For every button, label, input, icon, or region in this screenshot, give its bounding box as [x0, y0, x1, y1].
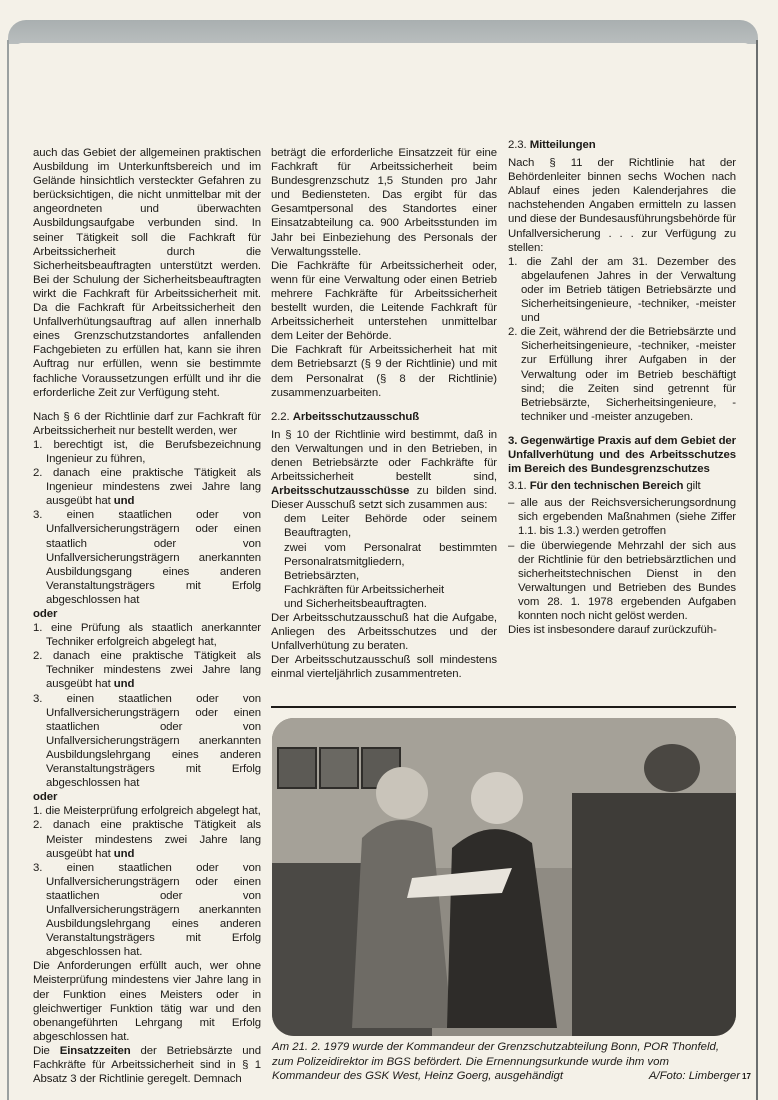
- list-item: 2. die Zeit, während der die Betriebsärzte und Sicherheitsingenieure, -techniker, -meister zur Erfüllung ihrer Aufgaben in der Verwaltung oder im Betrieb beschäftigt sind; die Zeiten sind getrennt für Betriebsärzte, Sicherheitsingenieure, -techniker und -meister anzugeben.: [508, 326, 736, 423]
- dash-item: – alle aus der Reichsversicherungsordnung sich ergebenden Maßnahmen (siehe Ziffer 1.1. bis 1.3.) werden getroffen: [508, 497, 736, 538]
- paragraph: In § 10 der Richtlinie wird bestimmt, daß in den Verwaltungen und in den Betrieben, in denen Betriebsärzte oder Fachkräfte für Arbeitssicherheit bestellt sind, Arbeitsschutzausschüsse zu bilden sind. Dieser Ausschuß setzt sich zusammen aus:: [271, 428, 497, 512]
- member-item: und Sicherheitsbeauftragten.: [284, 597, 427, 610]
- list-item: 2. danach eine praktische Tätigkeit als Techniker mindestens zwei Jahre lang ausgeübt hat und: [33, 650, 261, 691]
- paragraph: Die Anforderungen erfüllt auch, wer ohne Meisterprüfung mindestens vier Jahre lang in der Funktion eines Meisters oder in gleichwertiger Funktion tätig war und den obenangeführten Lehrgang mit Erfolg abgeschlossen hat.: [33, 960, 261, 1043]
- section-heading-3-1: 3.1. Für den technischen Bereich gilt: [508, 480, 701, 493]
- photo-divider: [271, 706, 736, 708]
- column-3: [508, 134, 736, 637]
- dash-item: – die überwiegende Mehrzahl der sich aus der Richtlinie für den betriebsärztlichen und sicherheitstechnischen Dienst in den Verwaltungen und Betrieben des Bundes vom 28. 1. 1978 ergebenden Aufgaben konnten noch nicht gelöst werden.: [508, 539, 736, 622]
- page-number: 17: [742, 1072, 751, 1081]
- paragraph: Nach § 6 der Richtlinie darf zur Fachkraft für Arbeitssicherheit nur bestellt werden, wer: [33, 410, 261, 437]
- list-item: 1. die Zahl der am 31. Dezember des abgelaufenen Jahres in der Verwaltung oder im Betrieb tätigen Betriebsärzte und Sicherheitsingenieure, -techniker, -meister und: [508, 255, 736, 325]
- list-item: 2. danach eine praktische Tätigkeit als Ingenieur mindestens zwei Jahre lang ausgeübt hat und: [33, 467, 261, 508]
- list-item: 1. berechtigt ist, die Berufsbezeichnung Ingenieur zu führen,: [33, 438, 261, 465]
- paragraph: Die Fachkräfte für Arbeitssicherheit oder, wenn für eine Verwaltung oder einen Betrieb mehrere Fachkräfte für Arbeitssicherheit bestellt wurden, die Leitende Fachkraft für Arbeitssicherheit unterstehen unmittelbar dem Leiter der Behörde.: [271, 259, 497, 343]
- paragraph: Dies ist insbesondere darauf zurückzufüh-: [508, 624, 717, 637]
- member-item: dem Leiter Behörde oder seinem Beauftragten,: [284, 513, 497, 540]
- section-heading-3: 3. Gegenwärtige Praxis auf dem Gebiet der Unfallverhütung und des Arbeitsschutzes im Bereich des Bundesgrenzschutzes: [508, 434, 736, 476]
- paragraph: Die Fachkraft für Arbeitssicherheit hat mit dem Betriebsarzt (§ 9 der Richtlinie) und mit dem Personalrat (§ 8 der Richtlinie) zusammenzuarbeiten.: [271, 344, 497, 399]
- list-item: 3. einen staatlichen oder von Unfallversicherungsträgern oder einen staatlichen oder von Unfallversicherungsträgern anerkannten Ausbildungslehrgang eines anderen Veranstaltungsträgers mit Erfolg abgeschlossen hat: [33, 692, 261, 790]
- list-item: 3. einen staatlichen oder von Unfallversicherungsträgern oder einen staatlichen oder von Unfallversicherungsträgern anerkannten Ausbildungslehrgang eines anderen Veranstaltungsträgers mit Erfolg abgeschlossen hat.: [33, 861, 261, 959]
- paragraph: Nach § 11 der Richtlinie hat der Behördenleiter binnen sechs Wochen nach Ablauf eines jeden Kalenderjahres die nachstehenden Angaben ermitteln zu lassen und diese der Bundesausführungsbehörde für Unfallversicherung . . . zur Verfügung zu stellen:: [508, 157, 736, 254]
- section-heading-2-3: 2.3. Mitteilungen: [508, 139, 596, 151]
- paragraph: Der Arbeitsschutzausschuß soll mindestens einmal vierteljährlich zusammentreten.: [271, 654, 497, 681]
- member-item: Fachkräften für Arbeitssicherheit: [284, 583, 445, 596]
- column-1: [33, 146, 261, 1086]
- or-label: oder: [33, 791, 58, 804]
- paragraph: Die Einsatzzeiten der Betriebsärzte und Fachkräfte für Arbeitssicherheit sind in § 1 Absatz 3 der Richtlinie geregelt. Demnach: [33, 1044, 261, 1086]
- photo-handshake: [272, 718, 736, 1036]
- paragraph: auch das Gebiet der allgemeinen praktischen Ausbildung im Unterkunftsbereich und im Gelände hinsichtlich versteckter Gefahren zu berücksichtigen, die nicht unmittelbar mit der angeordneten und überwachten Ausbildungsaufgabe verbunden sind. In seiner Tätigkeit soll die Fachkraft für Arbeitssicherheit durch die Sicherheitsbeauftragten unterstützt werden. Bei der Schulung der Sicherheitsbeauftragten wirkt die Fachkraft für Arbeitssicherheit mit. Da die Fachkraft für Arbeitssicherheit den Unfallverhütungsauftrag auf allen innerhalb eines Grenzschutzstandortes anfallenden Fachgebieten zu erfüllen hat, kann sie ihren Auftrag nur erfüllen, wenn sie bestimmte fachliche Voraussetzungen erfüllt und ihr die erforderliche Zeit zur Verfügung steht.: [33, 147, 261, 399]
- section-heading-2-2: 2.2. Arbeitsschutzausschuß: [271, 410, 420, 423]
- paragraph: beträgt die erforderliche Einsatzzeit für eine Fachkraft für Arbeitssicherheit beim Bundesgrenzschutz 1,5 Stunden pro Jahr und Bediensteten. Das ergibt für das Gesamtpersonal des Standortes einer Einsatzabteilung ca. 900 Arbeitsstunden im Jahr bei Einbeziehung des Personals der Verwaltungsstelle.: [271, 147, 497, 258]
- list-item: 1. eine Prüfung als staatlich anerkannter Techniker erfolgreich abgelegt hat,: [33, 622, 261, 649]
- list-item: 3. einen staatlichen oder von Unfallversicherungsträgern oder einen staatlich oder von Unfallversicherungsträgern anerkannten Ausbildungsgang eines anderen Veranstaltungsträgers mit Erfolg abgeschlossen hat: [33, 509, 261, 606]
- member-item: zwei vom Personalrat bestimmten Personalratsmitgliedern,: [284, 541, 497, 568]
- list-item: 1. die Meisterprüfung erfolgreich abgelegt hat,: [33, 805, 261, 818]
- paragraph: Der Arbeitsschutzausschuß hat die Aufgabe, Anliegen des Arbeitsschutzes und der Unfallverhütung zu beraten.: [271, 612, 497, 653]
- or-label: oder: [33, 608, 58, 620]
- list-item: 2. danach eine praktische Tätigkeit als Meister mindestens zwei Jahre lang ausgeübt hat und: [33, 819, 261, 860]
- member-item: Betriebsärzten,: [284, 569, 360, 582]
- photo-credit: A/Foto: Limberger: [648, 1070, 740, 1082]
- column-2: [271, 146, 497, 681]
- photo-illustration: [272, 718, 736, 1036]
- photo-caption: Am 21. 2. 1979 wurde der Kommandeur der Grenzschutzabteilung Bonn, POR Thonfeld, zum Polizeidirektor im BGS befördert. Die Ernennungsurkunde wurde ihm vom Kommandeur des GSK West, Heinz Goerg, ausgehändigt A/Foto: Limberger: [272, 1041, 740, 1082]
